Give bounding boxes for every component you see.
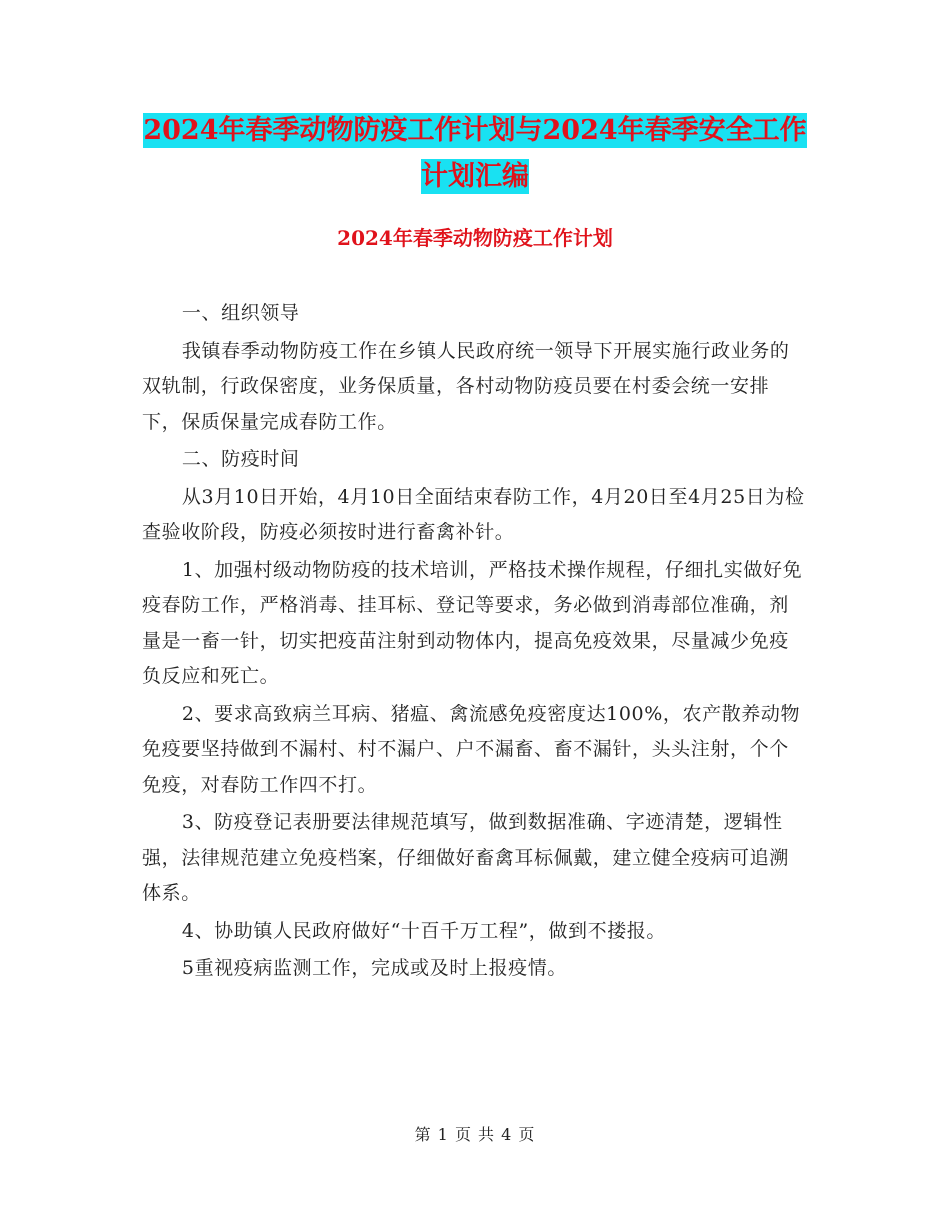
paragraph-item-1: 1、加强村级动物防疫的技术培训，严格技术操作规程，仔细扎实做好免疫春防工作，严格消毒、挂耳标、登记等要求，务必做到消毒部位准确，剂量是一畜一针，切实把疫苗注射到动物体内，提高免疫效果，尽量减少免疫负反应和死亡。 xyxy=(142,558,803,687)
heading-organization: 一、组织领导 xyxy=(181,302,300,324)
paragraph-organization: 我镇春季动物防疫工作在乡镇人民政府统一领导下开展实施行政业务的双轨制，行政保密度，业务保质量，各村动物防疫员要在村委会统一安排下，保质保量完成春防工作。 xyxy=(142,339,790,433)
paragraph-item-3: 3、防疫登记表册要法律规范填写，做到数据准确、字迹清楚，逻辑性强，法律规范建立免疫档案，仔细做好畜禽耳标佩戴，建立健全疫病可追溯体系。 xyxy=(142,811,789,904)
paragraph-schedule: 从3月10日开始，4月10日全面结束春防工作，4月20日至4月25日为检查验收阶段，防疫必须按时进行畜禽补针。 xyxy=(142,485,805,543)
paragraph-item-4: 4、协助镇人民政府做好“十百千万工程”，做到不搂报。 xyxy=(181,919,667,942)
paragraph-item-5: 5重视疫病监测工作，完成或及时上报疫情。 xyxy=(181,957,567,979)
title-line-2: 计划汇编 xyxy=(421,161,529,192)
document-title xyxy=(0,108,950,200)
document-body xyxy=(142,296,808,987)
heading-schedule: 二、防疫时间 xyxy=(181,448,300,470)
page-footer: 第 1 页 共 4 页 xyxy=(414,1125,536,1144)
paragraph-item-2: 2、要求高致病兰耳病、猪瘟、禽流感免疫密度达100%，农产散养动物免疫要坚持做到不漏村、村不漏户、户不漏畜、畜不漏针，头头注射，个个免疫，对春防工作四不打。 xyxy=(142,702,801,796)
title-line-1: 2024年春季动物防疫工作计划与2024年春季安全工作 xyxy=(143,115,807,146)
section-title: 2024年春季动物防疫工作计划 xyxy=(337,226,613,250)
